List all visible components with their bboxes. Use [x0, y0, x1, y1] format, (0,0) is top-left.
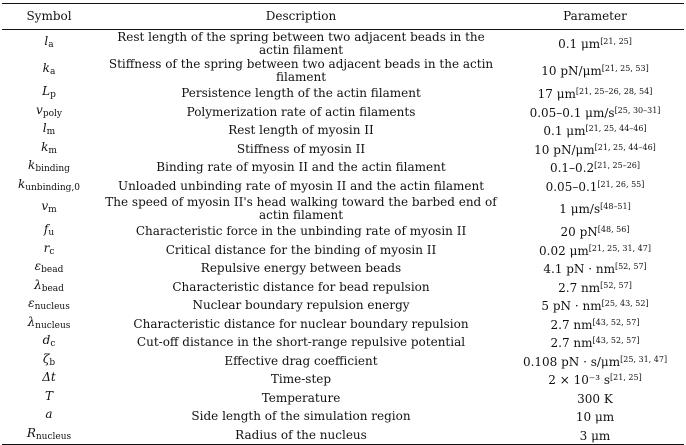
description-cell: Characteristic distance for bead repulsion	[172, 279, 430, 294]
symbol-cell	[2, 241, 96, 260]
description-cell: Characteristic force in the unbinding rate of myosin II	[135, 224, 467, 238]
table-row	[2, 296, 684, 315]
symbol-subscript: m	[48, 205, 57, 216]
table-row	[2, 352, 684, 371]
symbol-subscript: m	[46, 127, 56, 137]
description-cell: Rest length of myosin II	[228, 123, 374, 137]
parameter-cell	[506, 158, 684, 177]
symbol-subscript: nucleus	[35, 431, 72, 442]
symbol-subscript: bead	[41, 283, 64, 294]
symbol-subscript: nucleus	[35, 320, 71, 331]
symbol-cell	[2, 407, 96, 426]
table-row	[2, 121, 684, 140]
symbol-main: Δt	[42, 370, 56, 384]
description-cell: Cut-off distance in the short-range repulsive potential	[136, 335, 466, 349]
header-parameter: Parameter	[563, 8, 627, 23]
symbol-main: k	[42, 61, 50, 76]
description-cell: Stiffness of the spring between two adjacent beads in the actin filament	[108, 57, 494, 84]
symbol-main: k	[41, 139, 49, 154]
symbol-cell	[2, 278, 96, 297]
table-row	[2, 57, 684, 84]
description-cell: Persistence length of the actin filament	[181, 86, 421, 100]
symbol-main: v	[36, 102, 43, 117]
reference-superscript: [52, 57]	[614, 262, 647, 271]
symbol-main: v	[41, 199, 49, 214]
parameter-cell	[506, 222, 684, 241]
reference-superscript: [48–51]	[600, 202, 631, 212]
symbol-subscript: u	[48, 228, 55, 238]
description-cell: The speed of myosin II's head walking toward the barbed end of actin filament	[105, 195, 497, 222]
parameter-value: 4.1 pN · nm	[543, 262, 615, 276]
reference-superscript: [21, 25]	[610, 373, 642, 382]
parameter-cell	[506, 389, 684, 408]
table-row	[2, 222, 684, 241]
symbol-main: λ	[27, 314, 36, 329]
parameter-value: 0.108 pN · s/μm	[522, 354, 621, 369]
symbol-cell	[2, 370, 96, 389]
parameter-cell	[506, 278, 684, 297]
parameter-value: 2.7 nm	[550, 336, 593, 350]
parameter-value: 300 K	[577, 391, 613, 406]
symbol-cell	[2, 259, 96, 278]
parameter-value: 20 pN	[560, 225, 598, 239]
parameter-value: 1 μm/s	[559, 202, 601, 217]
symbol-cell	[2, 352, 96, 371]
symbol-cell	[2, 222, 96, 241]
description-cell: Polymerization rate of actin filaments	[186, 104, 416, 119]
parameter-value: 0.05–0.1 μm/s	[529, 105, 615, 120]
reference-superscript: [43, 52, 57]	[592, 317, 640, 327]
description-cell: Radius of the nucleus	[235, 427, 367, 442]
table-row	[2, 370, 684, 389]
symbol-main: l	[44, 34, 49, 49]
symbol-main: d	[42, 333, 51, 347]
symbol-subscript: a	[49, 67, 56, 78]
symbol-cell	[2, 140, 96, 159]
symbol-subscript: c	[50, 339, 56, 349]
reference-superscript: [21, 25–26, 28, 54]	[575, 87, 653, 96]
symbol-cell	[2, 195, 96, 222]
symbol-cell	[2, 121, 96, 140]
reference-superscript: [21, 25, 44–46]	[585, 124, 647, 133]
symbol-cell	[2, 30, 96, 58]
reference-superscript: [21, 25–26]	[594, 161, 641, 170]
parameter-value: 2.7 nm	[558, 280, 601, 295]
reference-superscript: [21, 26, 55]	[597, 179, 645, 189]
parameter-cell	[506, 426, 684, 445]
symbol-subscript: poly	[42, 108, 62, 119]
table-row	[2, 389, 684, 408]
parameter-cell	[506, 57, 684, 84]
symbol-cell	[2, 57, 96, 84]
parameter-table	[2, 3, 684, 445]
parameter-cell	[506, 352, 684, 371]
symbol-main: ζ	[42, 351, 50, 366]
symbol-cell	[2, 177, 96, 196]
symbol-cell	[2, 158, 96, 177]
description-cell: Rest length of the spring between two adjacent beads in the actin filament	[117, 30, 485, 57]
parameter-value: 2.7 nm	[550, 317, 593, 332]
parameter-value: 0.1 μm	[543, 124, 586, 138]
header-symbol: Symbol	[26, 8, 72, 23]
parameter-value: 17 μm	[537, 87, 576, 101]
reference-superscript: [52, 57]	[600, 280, 632, 290]
parameter-value: 0.05–0.1	[545, 179, 598, 194]
parameter-value: 0.1 μm	[558, 37, 601, 52]
parameter-cell	[506, 84, 684, 103]
symbol-main: f	[43, 222, 49, 236]
reference-superscript: [43, 52, 57]	[592, 336, 640, 345]
symbol-subscript: unbinding,0	[25, 182, 81, 193]
symbol-cell	[2, 84, 96, 103]
table-row	[2, 278, 684, 297]
table-row	[2, 30, 684, 58]
symbol-subscript: p	[50, 90, 56, 100]
parameter-value: 10 pN/μm	[541, 64, 602, 79]
table-row	[2, 315, 684, 334]
reference-superscript: [25, 30–31]	[614, 105, 661, 115]
symbol-subscript: bead	[41, 265, 64, 275]
symbol-main: l	[42, 121, 47, 135]
description-cell: Temperature	[261, 390, 341, 405]
parameter-cell	[506, 333, 684, 352]
table-row	[2, 158, 684, 177]
parameter-cell	[506, 370, 684, 389]
description-cell: Stiffness of myosin II	[236, 141, 366, 156]
reference-superscript: [21, 25]	[600, 37, 632, 47]
table-row	[2, 426, 684, 445]
parameter-value: 2 × 10⁻³ s	[548, 373, 611, 387]
reference-superscript: [25, 31, 47]	[620, 354, 668, 364]
table-row	[2, 140, 684, 159]
symbol-main: k	[17, 176, 26, 191]
parameter-value: 0.1–0.2	[549, 161, 595, 175]
parameter-cell	[506, 315, 684, 334]
symbol-main: R	[26, 425, 36, 440]
symbol-subscript: c	[49, 246, 55, 257]
table-row	[2, 177, 684, 196]
parameter-value: 10 pN/μm	[534, 142, 595, 157]
symbol-cell	[2, 426, 96, 445]
parameter-value: 0.02 μm	[539, 243, 589, 258]
table-row	[2, 407, 684, 426]
parameter-cell	[506, 195, 684, 222]
parameter-cell	[506, 296, 684, 315]
symbol-main: ε	[28, 296, 35, 310]
symbol-main: a	[45, 407, 53, 421]
symbol-subscript: m	[48, 145, 57, 156]
reference-superscript: [21, 25, 53]	[601, 64, 649, 74]
table-row	[2, 103, 684, 122]
parameter-cell	[506, 30, 684, 58]
parameter-cell	[506, 241, 684, 260]
symbol-subscript: nucleus	[34, 302, 70, 312]
symbol-main: L	[42, 84, 51, 98]
symbol-cell	[2, 389, 96, 408]
table-body	[2, 30, 684, 445]
description-cell: Repulsive energy between beads	[200, 261, 402, 275]
table-row	[2, 259, 684, 278]
symbol-subscript: a	[48, 40, 54, 51]
description-cell: Effective drag coefficient	[224, 353, 378, 368]
parameter-cell	[506, 259, 684, 278]
parameter-value: 5 pN · nm	[541, 299, 602, 313]
header-description: Description	[265, 8, 337, 23]
description-cell: Binding rate of myosin II and the actin filament	[156, 160, 446, 174]
description-cell: Characteristic distance for nuclear boundary repulsion	[133, 316, 469, 331]
reference-superscript: [25, 43, 52]	[601, 299, 649, 308]
parameter-cell	[506, 121, 684, 140]
parameter-cell	[506, 140, 684, 159]
symbol-main: T	[44, 388, 53, 403]
symbol-subscript: b	[49, 357, 56, 368]
symbol-main: λ	[34, 277, 42, 292]
table-row	[2, 333, 684, 352]
reference-superscript: [21, 25, 44–46]	[594, 142, 656, 152]
description-cell: Nuclear boundary repulsion energy	[192, 298, 410, 312]
symbol-subscript: binding	[35, 164, 70, 174]
description-cell: Time-step	[270, 372, 332, 386]
reference-superscript: [48, 56]	[597, 225, 630, 234]
symbol-main: r	[43, 240, 50, 255]
description-cell: Critical distance for the binding of myosin II	[165, 242, 437, 257]
parameter-cell	[506, 103, 684, 122]
description-cell: Side length of the simulation region	[191, 409, 411, 423]
table-row	[2, 195, 684, 222]
description-cell: Unloaded unbinding rate of myosin II and the actin filament	[117, 178, 485, 193]
header-row	[2, 4, 684, 30]
symbol-cell	[2, 333, 96, 352]
symbol-cell	[2, 315, 96, 334]
reference-superscript: [21, 25, 31, 47]	[588, 243, 651, 253]
table-row	[2, 84, 684, 103]
symbol-main: k	[28, 158, 36, 172]
symbol-main: ε	[34, 259, 42, 273]
symbol-cell	[2, 296, 96, 315]
parameter-value: 10 μm	[575, 410, 615, 424]
parameter-value: 3 μm	[579, 428, 611, 443]
parameter-cell	[506, 407, 684, 426]
table-row	[2, 241, 684, 260]
parameter-cell	[506, 177, 684, 196]
symbol-cell	[2, 103, 96, 122]
